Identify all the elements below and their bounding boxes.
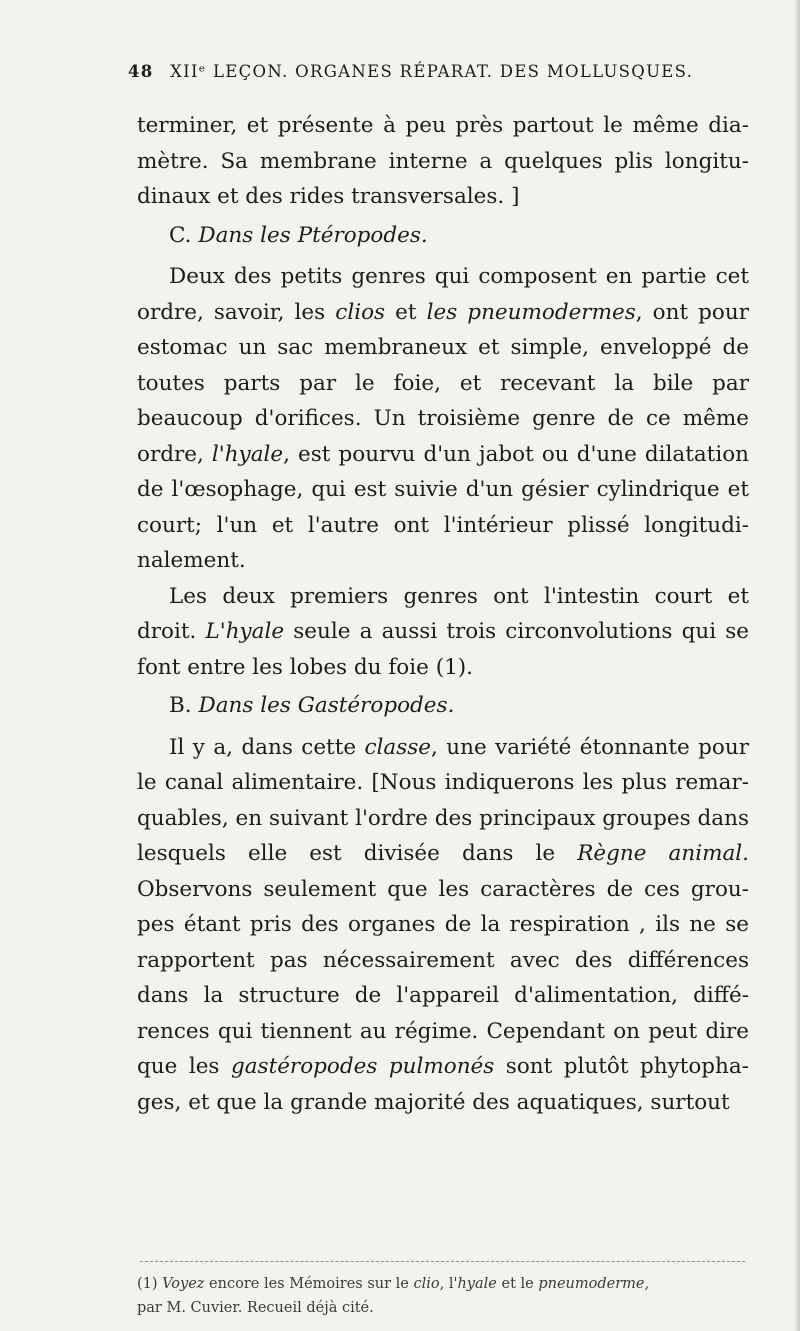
term-italic: l'hyale [211, 441, 284, 467]
text-line: dans la structure de l'appareil d'alimentation, diffé- [137, 983, 749, 1008]
footnote-divider [140, 1261, 745, 1262]
paragraph [137, 579, 749, 686]
paragraph [137, 108, 749, 215]
text-line: , une variété étonnante pour le [137, 734, 749, 795]
footnote-text: et le [496, 1276, 539, 1292]
section-title: Dans les Ptéropodes. [198, 222, 428, 248]
footnote-italic: clio [413, 1276, 440, 1292]
text-line: et [385, 299, 427, 325]
text-line: Il y a, dans cette [169, 734, 365, 760]
footnote-number: (1) [137, 1276, 163, 1292]
text-line: Deux des petits genres qui composent en partie cet [169, 264, 749, 289]
text-line: seule a aussi trois circonvolutions qui se [284, 619, 750, 644]
footnote-italic: Voyez [162, 1276, 205, 1292]
section-heading-c [137, 218, 749, 254]
text-line: font entre les lobes du foie (1). [137, 654, 473, 680]
main-text [137, 108, 749, 1120]
text-line: ordre, savoir, les [137, 299, 336, 325]
footnote-text: encore les Mémoires sur le [204, 1276, 414, 1292]
section-letter: C. [169, 222, 192, 248]
text-line: droit. [137, 619, 206, 644]
text-line: l'œsophage, qui est suivie d'un gésier cylindrique et [171, 477, 749, 502]
text-line: estomac un sac membraneux et simple, enveloppé de [137, 335, 749, 360]
section-letter: B. [169, 693, 192, 718]
paragraph [137, 730, 749, 1121]
text-line: mètre. Sa membrane interne a quelques plis longitu- [137, 148, 749, 174]
term-italic: gastéropodes pulmonés [230, 1054, 495, 1079]
page-number: 48 [128, 62, 154, 81]
text-line: Les deux premiers genres ont l'intestin court et [169, 583, 749, 609]
section-title: Dans les Gastéropodes. [198, 693, 455, 718]
text-line: que les [137, 1054, 231, 1079]
text-line: dinaux et des rides transversales. ] [137, 184, 520, 209]
text-line: sont plutôt phytopha- [494, 1054, 749, 1079]
footnote [137, 1272, 749, 1320]
text-line: court; l'un et l'autre ont l'intérieur plissé longitudi- [137, 512, 749, 538]
term-italic: L'hyale [205, 619, 285, 644]
footnote-text: , l' [439, 1276, 458, 1292]
term-italic: les pneumodermes [426, 299, 636, 325]
text-line: ges, et que la grande majorité des aquatiques, surtout [137, 1089, 730, 1115]
paragraph [137, 259, 749, 579]
running-head [128, 62, 748, 81]
text-line: toutes parts par le foie, et recevant la bile par beaucoup [137, 370, 749, 431]
text-line: dans lesquels elle est divisée dans le [137, 805, 749, 866]
text-line: nalement. [137, 548, 246, 573]
text-line: rapportent pas nécessairement avec des différences [137, 947, 749, 973]
chapter-title: XIIᵉ LEÇON. ORGANES RÉPARAT. DES MOLLUSQUES. [170, 62, 694, 81]
footnote-italic: pneumoderme, [538, 1276, 650, 1292]
section-heading-b [137, 688, 749, 724]
term-italic: classe [364, 734, 432, 760]
text-line: rences qui tiennent au régime. Cependant on peut dire [137, 1018, 749, 1044]
page-edge-shadow [794, 0, 800, 1331]
text-line: quables, en suivant l'ordre des principaux groupes [137, 805, 691, 831]
footnote-text: par M. Cuvier. Recueil déjà cité. [137, 1300, 374, 1316]
footnote-italic: hyale [457, 1276, 497, 1292]
text-line: d'orifices. Un troisième genre de ce même ordre, [137, 406, 749, 467]
text-line: canal alimentaire. [Nous indiquerons les plus remar- [164, 770, 749, 795]
text-line: terminer, et présente à peu près partout le même dia- [137, 113, 749, 138]
text-line: pes étant pris des organes de la respiration , ils ne se [137, 912, 749, 937]
text-line: , ont pour [635, 299, 749, 325]
text-line: , est pourvu d'un jabot ou d'une dilatation de [137, 441, 749, 502]
term-italic: clios [335, 299, 386, 325]
term-italic: Règne animal. [577, 841, 749, 866]
text-line: Observons seulement que les caractères de ces grou- [137, 876, 749, 902]
